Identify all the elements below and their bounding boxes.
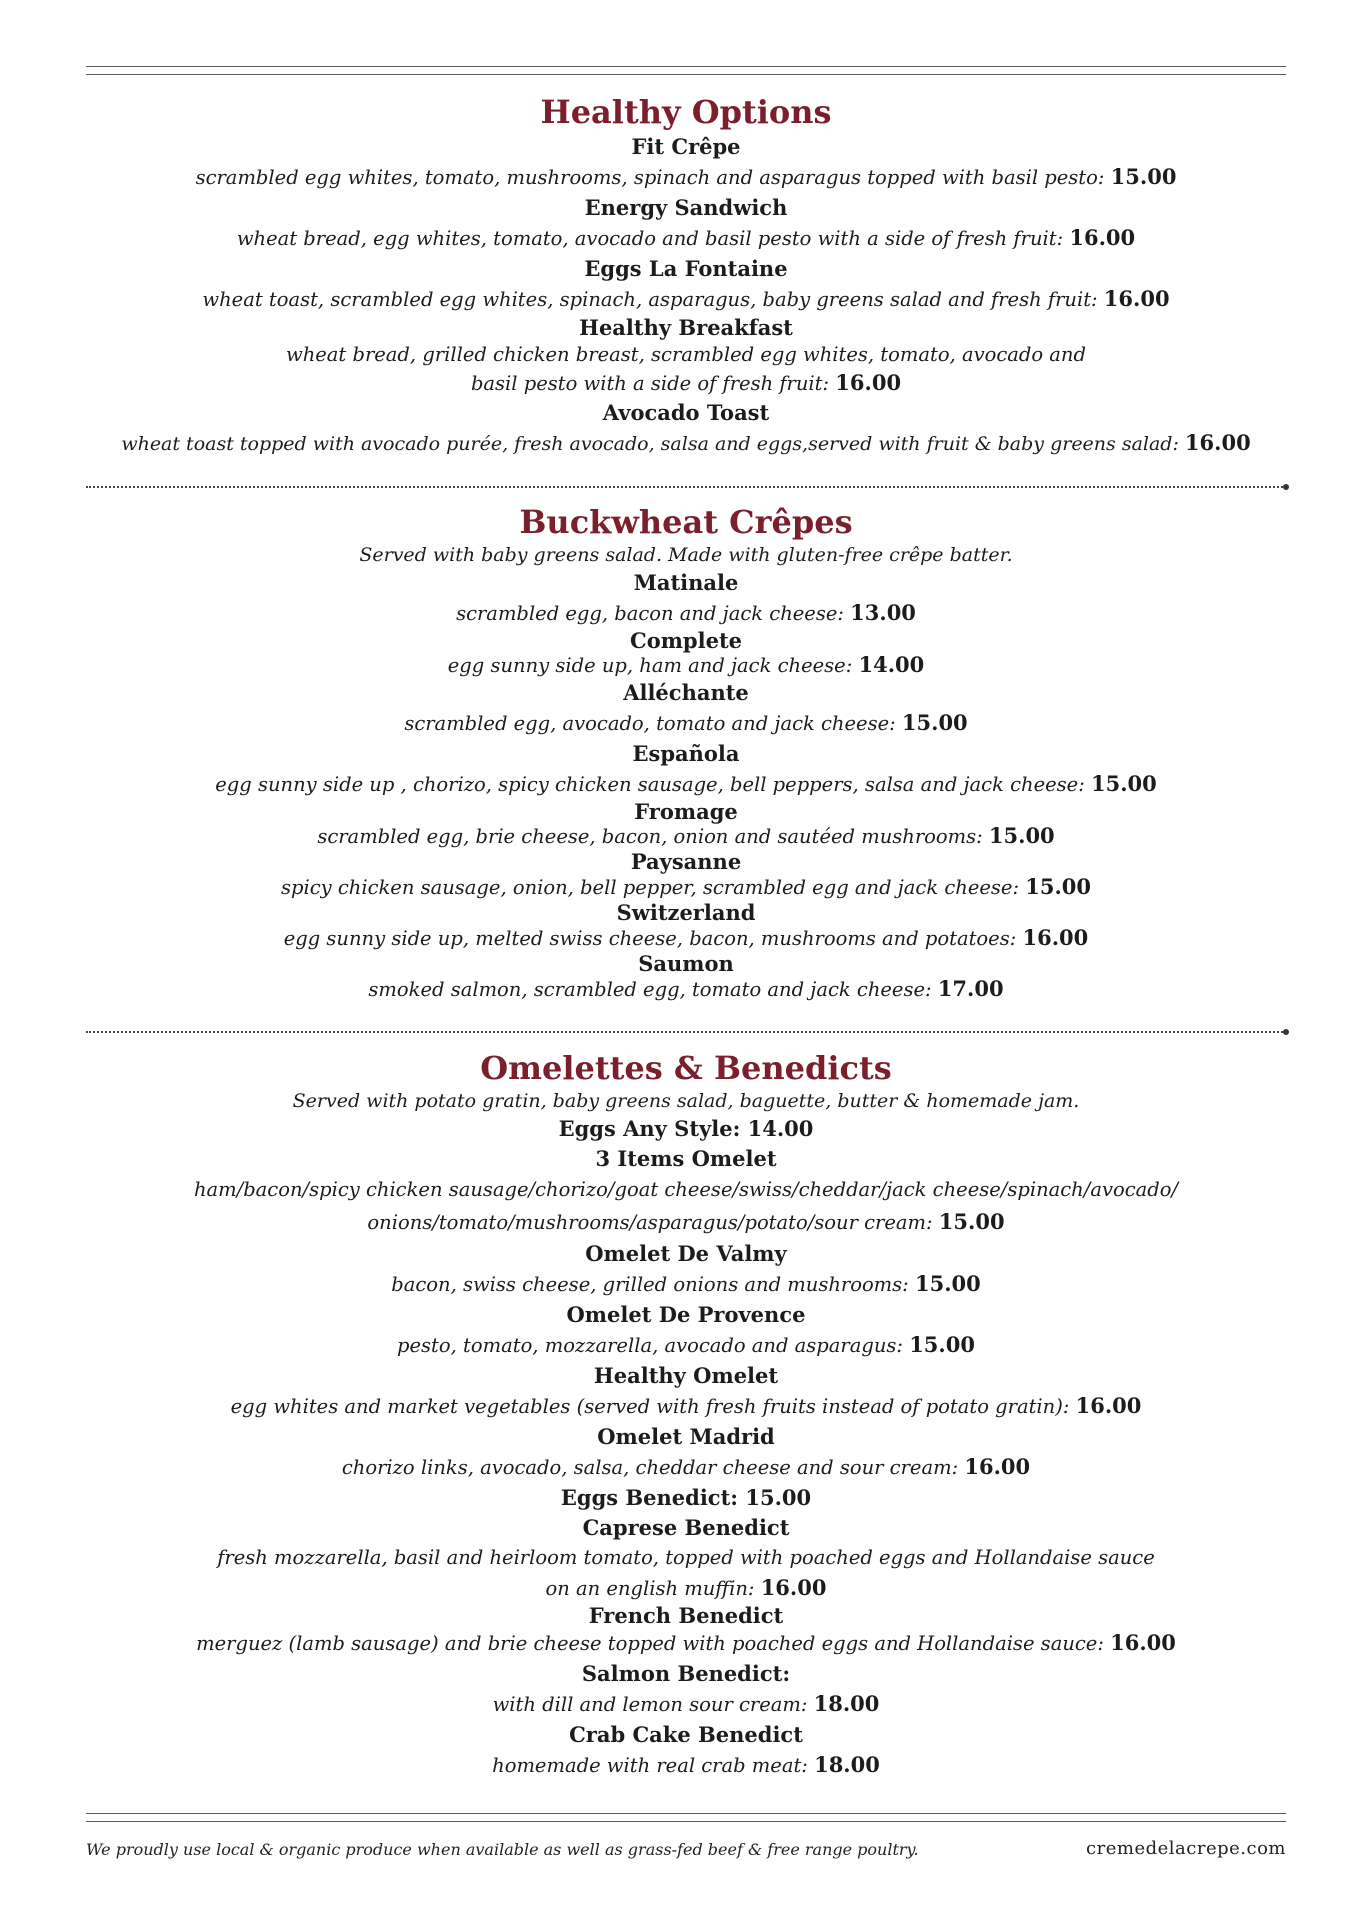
item-price: 13.00 bbox=[850, 600, 916, 625]
menu-item bbox=[86, 1300, 1286, 1361]
item-price: 15.00 bbox=[909, 1332, 975, 1357]
item-description: ham/bacon/spicy chicken sausage/chorizo/goat cheese/swiss/cheddar/jack cheese/spinach/avocado/ onions/tomato/mushrooms/asparagus/potato/sour cream: 15.00 bbox=[193, 1178, 1179, 1234]
item-name: Fromage bbox=[634, 799, 738, 824]
item-price: 16.00 bbox=[964, 1454, 1031, 1479]
menu-item bbox=[86, 398, 1286, 459]
item-price: 15.00 bbox=[914, 1271, 981, 1296]
item-name: Matinale bbox=[633, 570, 739, 595]
menu-item bbox=[86, 1144, 1286, 1239]
menu-item bbox=[86, 1604, 1286, 1659]
menu-item bbox=[86, 1659, 1286, 1720]
item-name: Omelet Madrid bbox=[597, 1424, 775, 1449]
item-price: 16.00 bbox=[835, 370, 902, 395]
item-price: 15.00 bbox=[1091, 771, 1157, 796]
item-price: 16.00 bbox=[760, 1575, 827, 1600]
section-omelettes-benedicts bbox=[86, 1048, 1286, 1781]
item-description: pesto, tomato, mozzarella, avocado and asparagus: 15.00 bbox=[397, 1332, 975, 1357]
item-name: Healthy Omelet bbox=[593, 1363, 779, 1388]
section-buckwheat-crepes bbox=[86, 502, 1286, 1002]
menu-item bbox=[86, 254, 1286, 315]
item-description: homemade with real crab meat: 18.00 bbox=[492, 1752, 880, 1777]
item-description: smoked salmon, scrambled egg, tomato and jack cheese: 17.00 bbox=[368, 976, 1004, 1001]
item-name: Eggs La Fontaine bbox=[584, 256, 788, 281]
item-price: 16.00 bbox=[1022, 925, 1089, 950]
item-name: Complete bbox=[629, 628, 743, 653]
item-description: scrambled egg, bacon and jack cheese: 13.00 bbox=[456, 600, 916, 625]
item-price: 14.00 bbox=[858, 652, 925, 677]
item-description: chorizo links, avocado, salsa, cheddar cheese and sour cream: 16.00 bbox=[341, 1454, 1031, 1479]
item-price: 18.00 bbox=[814, 1752, 880, 1777]
menu-item bbox=[86, 800, 1286, 849]
item-description: merguez (lamb sausage) and brie cheese topped with poached eggs and Hollandaise sauce: 16.00 bbox=[196, 1630, 1176, 1655]
item-name: Caprese Benedict bbox=[582, 1515, 790, 1540]
menu-item bbox=[86, 1513, 1286, 1604]
item-name: Alléchante bbox=[623, 680, 749, 705]
item-description: scrambled egg whites, tomato, mushrooms, spinach and asparagus topped with basil pesto: 15.00 bbox=[195, 164, 1177, 189]
section-note: Served with potato gratin, baby greens salad, baguette, butter & homemade jam. bbox=[292, 1090, 1080, 1112]
item-description: wheat toast, scrambled egg whites, spinach, asparagus, baby greens salad and fresh fruit: 16.00 bbox=[202, 286, 1170, 311]
item-name: Crab Cake Benedict bbox=[569, 1722, 803, 1747]
bottom-divider bbox=[86, 1813, 1286, 1822]
item-price: 16.00 bbox=[1110, 1630, 1176, 1655]
item-price: 16.00 bbox=[1103, 286, 1170, 311]
menu-item bbox=[86, 315, 1286, 398]
item-price: 16.00 bbox=[1069, 225, 1136, 250]
item-name: Energy Sandwich bbox=[584, 195, 788, 220]
menu-item bbox=[86, 1361, 1286, 1422]
item-name: Saumon bbox=[638, 951, 734, 976]
item-description: wheat toast topped with avocado purée, fresh avocado, salsa and eggs,served with fruit & baby greens salad: 16.00 bbox=[121, 430, 1251, 455]
item-description: wheat bread, grilled chicken breast, scrambled egg whites, tomato, avocado and basil pesto with a side of fresh fruit: 16.00 bbox=[286, 343, 1086, 395]
item-name: Fit Crêpe bbox=[631, 134, 741, 159]
menu-item bbox=[86, 900, 1286, 951]
menu-item bbox=[86, 629, 1286, 678]
item-description: egg sunny side up , chorizo, spicy chicken sausage, bell peppers, salsa and jack cheese: 15.00 bbox=[215, 771, 1157, 796]
menu-item bbox=[86, 678, 1286, 739]
section-divider bbox=[86, 486, 1286, 488]
item-price: 17.00 bbox=[937, 976, 1004, 1001]
item-name: Switzerland bbox=[616, 900, 756, 925]
item-name: French Benedict bbox=[588, 1603, 784, 1628]
item-description: spicy chicken sausage, onion, bell pepper, scrambled egg and jack cheese: 15.00 bbox=[280, 874, 1092, 899]
menu-item bbox=[86, 568, 1286, 629]
item-price: 15.00 bbox=[1025, 874, 1092, 899]
website-link[interactable]: cremedelacrepe.com bbox=[1086, 1838, 1286, 1859]
menu-item bbox=[86, 193, 1286, 254]
item-description: with dill and lemon sour cream: 18.00 bbox=[492, 1691, 880, 1716]
menu-item bbox=[86, 1422, 1286, 1483]
item-description: wheat bread, egg whites, tomato, avocado and basil pesto with a side of fresh fruit: 16.00 bbox=[236, 225, 1136, 250]
section-divider bbox=[86, 1031, 1286, 1033]
item-description: egg whites and market vegetables (served with fresh fruits instead of potato gratin): 16.00 bbox=[230, 1393, 1142, 1418]
item-price: 15.00 bbox=[901, 710, 968, 735]
item-description: egg sunny side up, melted swiss cheese, bacon, mushrooms and potatoes: 16.00 bbox=[283, 925, 1089, 950]
top-divider bbox=[86, 66, 1286, 75]
item-name: Omelet De Valmy bbox=[585, 1241, 787, 1266]
item-description: fresh mozzarella, basil and heirloom tomato, topped with poached eggs and Hollandaise sauce on an english muffin: 16.00 bbox=[217, 1546, 1155, 1600]
item-description: egg sunny side up, ham and jack cheese: 14.00 bbox=[447, 652, 925, 677]
menu-item bbox=[86, 849, 1286, 900]
section-title: Buckwheat Crêpes bbox=[519, 503, 853, 541]
item-name: Avocado Toast bbox=[602, 400, 770, 425]
item-price: 16.00 bbox=[1184, 430, 1251, 455]
item-price: 15.00 bbox=[938, 1209, 1005, 1234]
item-name: Salmon Benedict: bbox=[581, 1661, 791, 1686]
item-name: Paysanne bbox=[630, 849, 742, 874]
item-price: 15.00 bbox=[988, 823, 1055, 848]
item-price: 18.00 bbox=[813, 1691, 880, 1716]
menu-item bbox=[86, 132, 1286, 193]
section-title: Omelettes & Benedicts bbox=[480, 1049, 892, 1087]
item-name: Healthy Breakfast bbox=[579, 315, 793, 340]
item-name: 3 Items Omelet bbox=[595, 1146, 777, 1171]
section-note: Served with baby greens salad. Made with gluten-free crêpe batter. bbox=[359, 544, 1013, 566]
item-price: 16.00 bbox=[1075, 1393, 1142, 1418]
eggs-benedict: Eggs Benedict: 15.00 bbox=[560, 1485, 812, 1510]
item-description: scrambled egg, avocado, tomato and jack cheese: 15.00 bbox=[404, 710, 968, 735]
menu-item bbox=[86, 1239, 1286, 1300]
menu-item bbox=[86, 1720, 1286, 1781]
item-name: Española bbox=[632, 741, 740, 766]
item-name: Omelet De Provence bbox=[566, 1302, 806, 1327]
section-healthy-options bbox=[86, 92, 1286, 459]
item-price: 15.00 bbox=[1110, 164, 1177, 189]
menu-item bbox=[86, 951, 1286, 1002]
section-title: Healthy Options bbox=[540, 93, 832, 131]
menu-item bbox=[86, 739, 1286, 800]
footer-note: We proudly use local & organic produce when available as well as grass-fed beef & free range poultry. bbox=[86, 1840, 919, 1859]
eggs-any-style: Eggs Any Style: 14.00 bbox=[558, 1116, 814, 1141]
item-description: bacon, swiss cheese, grilled onions and mushrooms: 15.00 bbox=[391, 1271, 981, 1296]
item-description: scrambled egg, brie cheese, bacon, onion and sautéed mushrooms: 15.00 bbox=[317, 823, 1055, 848]
